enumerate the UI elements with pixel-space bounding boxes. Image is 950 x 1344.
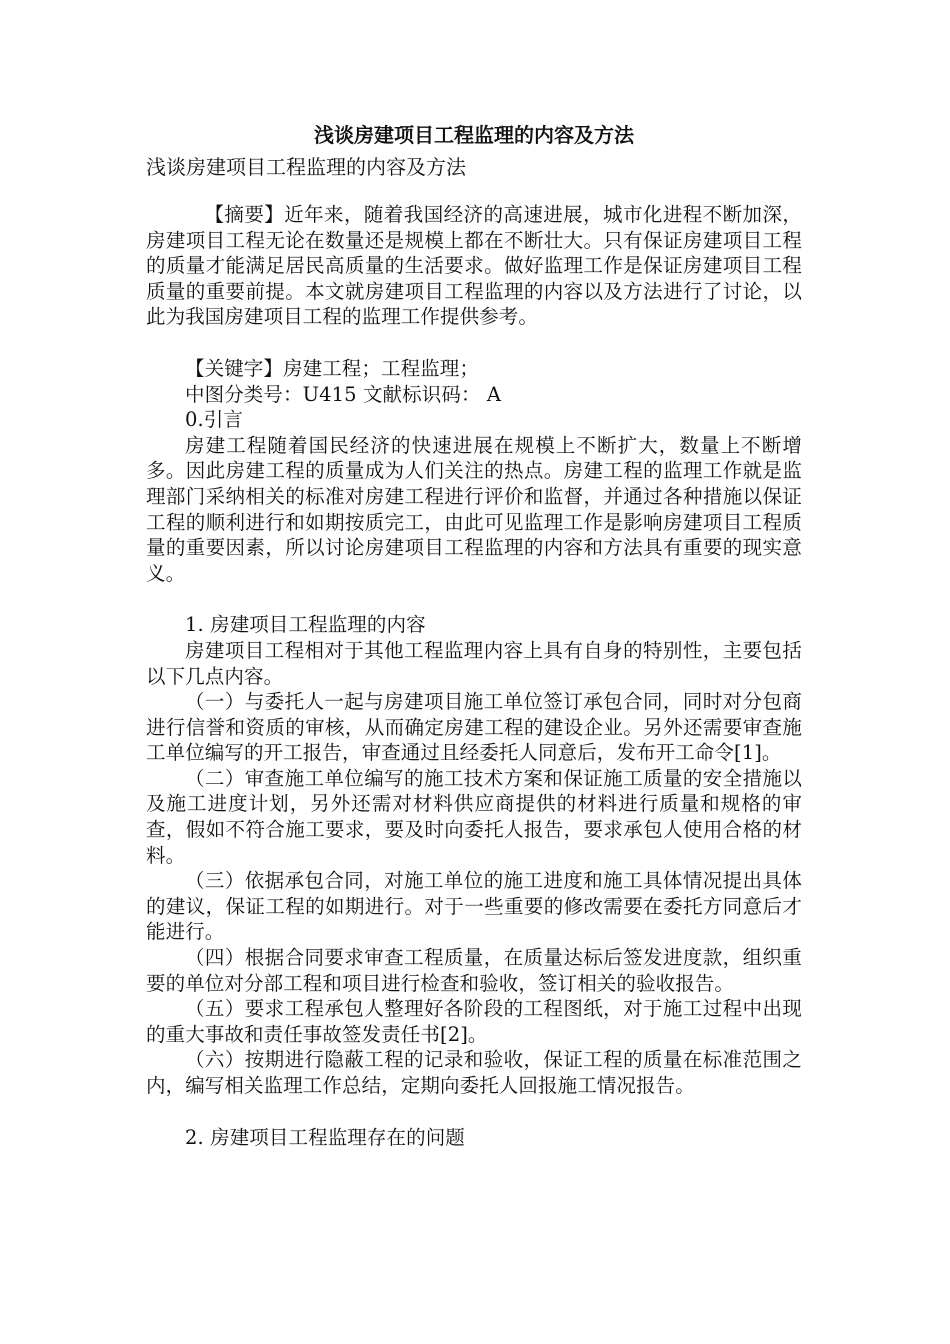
document-subtitle: 浅谈房建项目工程监理的内容及方法 [146,155,466,179]
list-item-3: （三）依据承包合同，对施工单位的施工进度和施工具体情况提出具体的建议，保证工程的如期进行。对于一些重要的修改需要在委托方同意后才能进行。 [146,869,802,944]
list-item-1: （一）与委托人一起与房建项目施工单位签订承包合同，同时对分包商进行信誉和资质的审核，从而确定房建工程的建设企业。另外还需要审查施工单位编写的开工报告，审查通过且经委托人同意后，发布开工命令[1]。 [146,690,802,765]
document-title: 浅谈房建项目工程监理的内容及方法 [314,123,634,147]
list-item-4: （四）根据合同要求审查工程质量，在质量达标后签发进度款，组织重要的单位对分部工程和项目进行检查和验收，签订相关的验收报告。 [146,946,802,995]
intro-paragraph: 房建工程随着国民经济的快速进展在规模上不断扩大，数量上不断增多。因此房建工程的质量成为人们关注的热点。房建工程的监理工作就是监理部门采纳相关的标准对房建工程进行评价和监督，并通过各种措施以保证工程的顺利进行和如期按质完工，由此可见监理工作是影响房建项目工程质量的重要因素，所以讨论房建项目工程监理的内容和方法具有重要的现实意义。 [146,433,802,585]
keywords-line: 【关键字】房建工程；工程监理； [185,356,480,380]
list-item-5: （五）要求工程承包人整理好各阶段的工程图纸，对于施工过程中出现的重大事故和责任事故签发责任书[2]。 [146,997,802,1046]
document-page [146,118,802,1150]
intro-heading: 0.引言 [185,408,244,432]
section2-heading: 2. 房建项目工程监理存在的问题 [185,1125,465,1149]
list-item-2: （二）审查施工单位编写的施工技术方案和保证施工质量的安全措施以及施工进度计划，另外还需对材料供应商提供的材料进行质量和规格的审查，假如不符合施工要求，要及时向委托人报告，要求承包人使用合格的材料。 [146,766,802,867]
abstract-paragraph: 【摘要】近年来，随着我国经济的高速进展，城市化进程不断加深，房建项目工程无论在数量还是规模上都在不断壮大。只有保证房建项目工程的质量才能满足居民高质量的生活要求。做好监理工作是保证房建项目工程质量的重要前提。本文就房建项目工程监理的内容以及方法进行了讨论，以此为我国房建项目工程的监理工作提供参考。 [146,203,802,329]
classification-line: 中图分类号：U415 文献标识码： A [185,382,502,406]
section1-heading: 1. 房建项目工程监理的内容 [185,613,426,637]
section1-intro: 房建项目工程相对于其他工程监理内容上具有自身的特别性，主要包括以下几点内容。 [146,638,802,688]
list-item-6: （六）按期进行隐蔽工程的记录和验收，保证工程的质量在标准范围之内，编写相关监理工作总结，定期向委托人回报施工情况报告。 [146,1048,802,1097]
